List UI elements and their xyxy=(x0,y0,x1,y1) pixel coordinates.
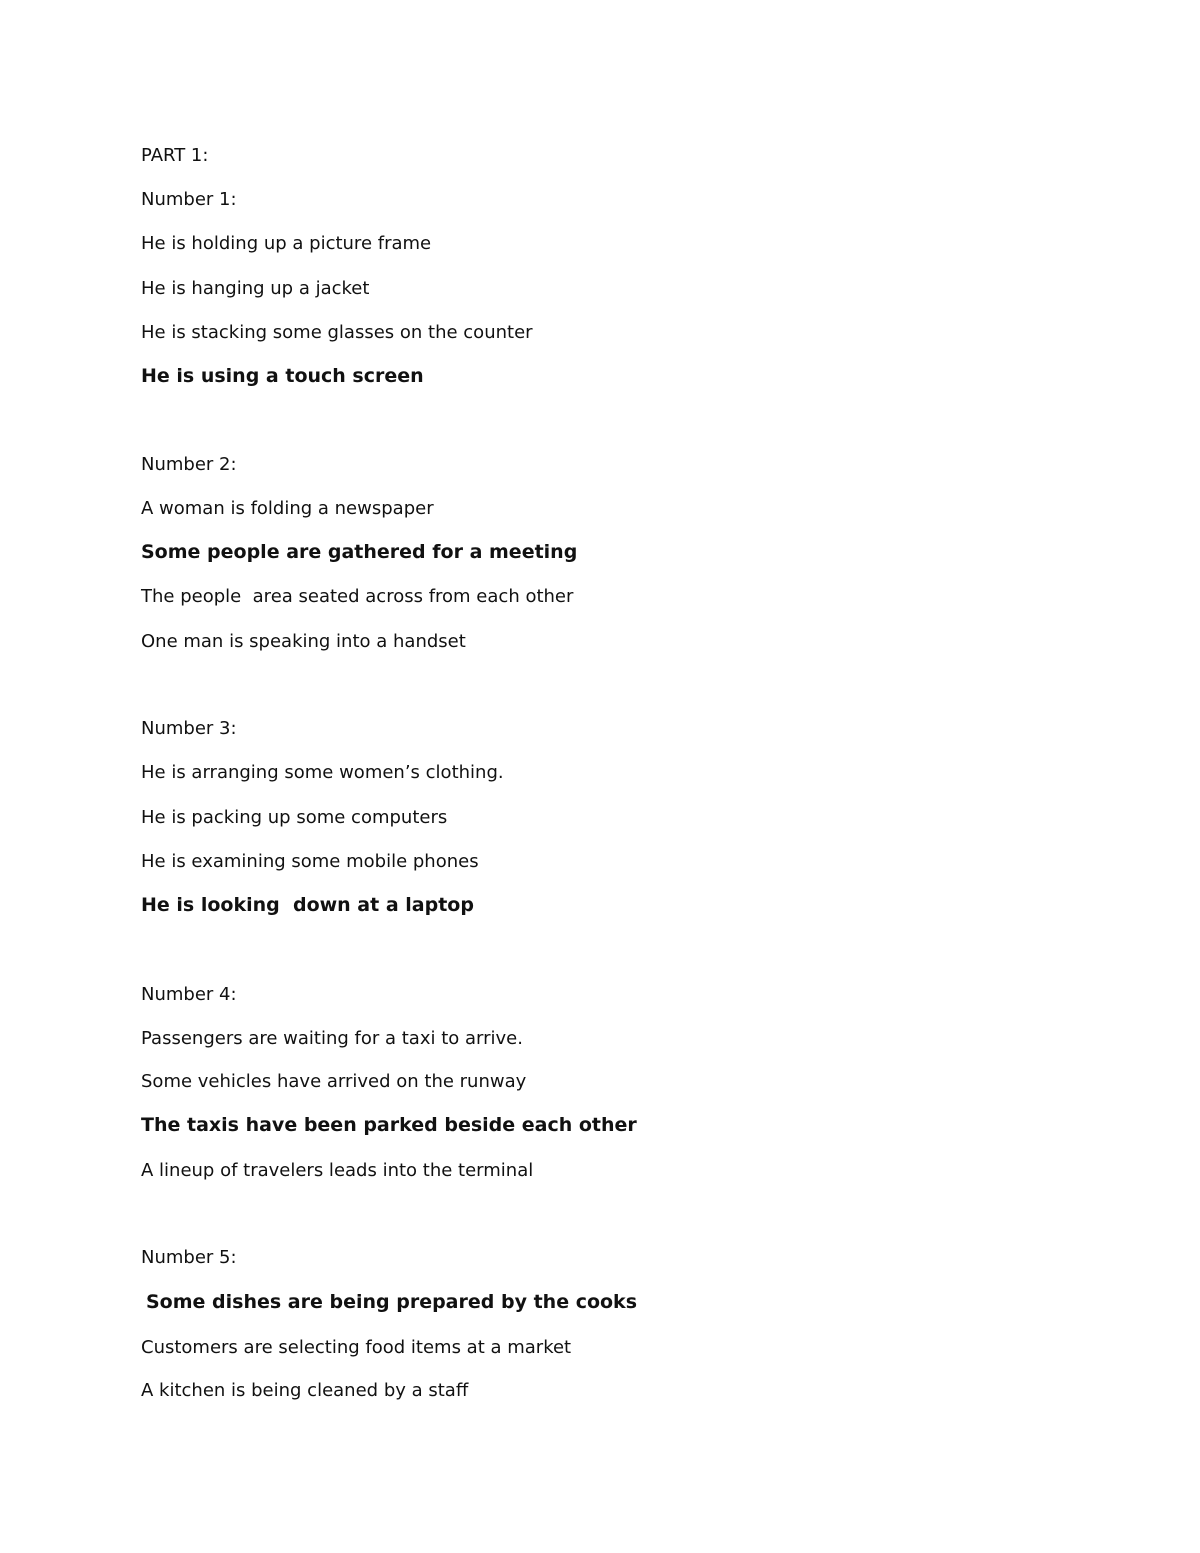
question-3-option-b: He is packing up some computers xyxy=(141,807,448,828)
question-4-option-d: A lineup of travelers leads into the terminal xyxy=(141,1160,534,1181)
question-2-option-b-answer: Some people are gathered for a meeting xyxy=(141,541,578,563)
question-1-option-a: He is holding up a picture frame xyxy=(141,233,432,254)
question-4-heading: Number 4: xyxy=(141,984,237,1005)
question-1-heading: Number 1: xyxy=(141,189,237,210)
question-5-heading: Number 5: xyxy=(141,1247,237,1268)
question-3-heading: Number 3: xyxy=(141,718,237,739)
question-1-option-d-answer: He is using a touch screen xyxy=(141,365,424,387)
question-5-option-b: Customers are selecting food items at a market xyxy=(141,1337,572,1358)
part-title: PART 1: xyxy=(141,145,209,166)
question-2-option-a: A woman is folding a newspaper xyxy=(141,498,434,519)
question-3-option-c: He is examining some mobile phones xyxy=(141,851,479,872)
question-2-option-c: The people area seated across from each other xyxy=(141,586,574,607)
question-5-option-c: A kitchen is being cleaned by a staff xyxy=(141,1380,469,1401)
question-1-option-b: He is hanging up a jacket xyxy=(141,278,370,299)
question-3-option-a: He is arranging some women’s clothing. xyxy=(141,762,504,783)
question-4-option-a: Passengers are waiting for a taxi to arrive. xyxy=(141,1028,523,1049)
question-5-option-a-answer: Some dishes are being prepared by the cooks xyxy=(146,1291,638,1313)
question-2-heading: Number 2: xyxy=(141,454,237,475)
question-4-option-c-answer: The taxis have been parked beside each other xyxy=(141,1114,637,1136)
question-1-option-c: He is stacking some glasses on the counter xyxy=(141,322,533,343)
question-3-option-d-answer: He is looking down at a laptop xyxy=(141,894,474,916)
question-4-option-b: Some vehicles have arrived on the runway xyxy=(141,1071,527,1092)
question-2-option-d: One man is speaking into a handset xyxy=(141,631,466,652)
